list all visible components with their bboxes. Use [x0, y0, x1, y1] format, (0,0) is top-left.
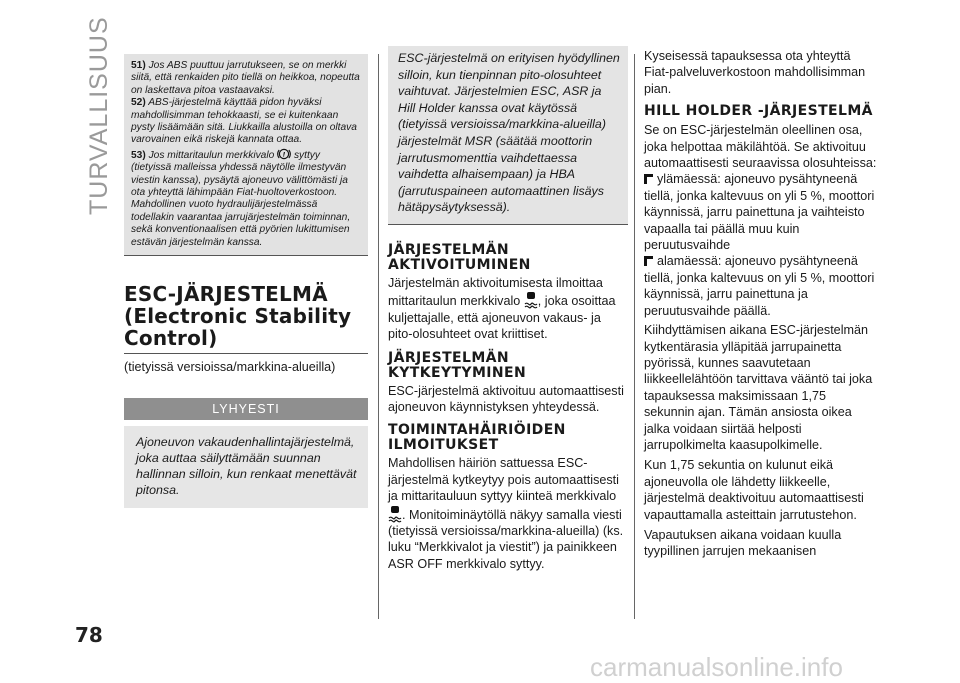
heading-enable: JÄRJESTELMÄN KYTKEYTYMINEN	[388, 349, 527, 381]
intro-divider	[388, 224, 628, 225]
section-heading: ESC-JÄRJESTELMÄ (Electronic Stability Control)	[124, 282, 352, 351]
acceleration-text: Kiihdyttämisen aikana ESC-järjestelmän kytkentärasia ylläpitää jarrupainetta pyörissä, kunnes saavutetaan liikkeellelähtöön tarvittava vääntö tai joka tapauksessa maksimissaan 1,75 sekunnin ajan. Tämän ansiosta oikea jalka voidaan siirtää helposti jarrupolkimelta kaasupolkimelle.	[644, 323, 873, 452]
note-53: 53) Jos mittaritaulun merkkivalo ! syttyy (tietyissä malleissa yhdessä näytölle ilmestyvän viestin kanssa), pysäytä ajoneuvo välittömästi ja ota yhteyttä lähimpään Fiat-huoltoverkostoon. Mahdollinen vuoto hydraulijärjestelmässä todellakin vaarantaa jarrujärjestelmän toiminnan, sekä konventionaalisen että pyörien lukittumisen estävän järjestelmän kanssa.	[131, 147, 360, 249]
release-text: Vapautuksen aikana voidaan kuulla tyypillinen jarrujen mekaanisen	[644, 527, 842, 559]
heading-rule	[124, 353, 368, 354]
summary-label: LYHYESTI	[124, 398, 368, 420]
heading-activation: JÄRJESTELMÄN AKTIVOITUMINEN	[388, 241, 531, 273]
esc-fault-icon	[388, 505, 402, 523]
column-3	[644, 49, 878, 560]
heading-hill-holder: HILL HOLDER -JÄRJESTELMÄ	[644, 103, 873, 120]
hill-holder-intro: Se on ESC-järjestelmän oleellinen osa, joka helpottaa mäkilähtöä. Se aktivoituu automaattisesti seuraavissa olosuhteissa:	[644, 123, 877, 171]
activation-text: Järjestelmän aktivoitumisesta ilmoittaa mittaritaulun merkkivalo , joka osoittaa kuljettajalle, että ajoneuvon vakaus- ja pito-olosuhteet ovat kriittiset.	[388, 275, 616, 342]
heading-fault: TOIMINTAHÄIRIÖIDEN ILMOITUKSET	[388, 422, 566, 454]
esc-warning-icon	[524, 291, 538, 309]
bullet-icon	[644, 174, 653, 184]
column-2	[388, 51, 628, 572]
brake-warning-icon	[277, 147, 291, 161]
svg-text:!: !	[282, 150, 286, 159]
heading-subtitle: (tietyissä versioissa/markkina-alueilla)	[124, 360, 336, 375]
note-51: 51) Jos ABS puuttuu jarrutukseen, se on merkki siitä, että renkaiden pito tiellä on heikkoa, nopeutta on laskettava pitoa vastaavaksi.	[131, 60, 360, 96]
summary-text: Ajoneuvon vakaudenhallintajärjestelmä, joka auttaa säilyttämään suunnan hallinnan silloin, kun renkaat menettävät pitonsa.	[124, 426, 368, 509]
page-number: 78	[75, 623, 103, 647]
note-52: 52) ABS-järjestelmä käyttää pidon hyväksi mahdollisimman tehokkaasti, se ei kuitenkaan pysty lisäämään sitä. Liukkailla alustoilla on oltava varovainen eikä riskejä kannata ottaa.	[131, 97, 357, 146]
esc-intro-box: ESC-järjestelmä on erityisen hyödyllinen silloin, kun tienpinnan pito-olosuhteet vaihtuvat. Järjestelmien ESC, ASR ja Hill Holder kanssa ovat käytössä (tietyissä versioissa/markkina-alueilla) järjestelmät MSR (säätää moottorin jarrutusmomenttia vaihdettaessa vaihdetta alhaisempaan) ja HBA (jarrutuspaineen automaattinen lisäys hätäpysäytyksessä).	[388, 46, 628, 224]
bullet-icon	[644, 256, 653, 266]
column-rule-2	[634, 54, 635, 619]
bullet-uphill: ylämäessä: ajoneuvo pysähtyneenä tiellä, jonka kaltevuus on yli 5 %, moottori käynnissä, jarru painettuna ja vaihteisto vapaalla tai päällä muu kuin peruutusvaihde	[644, 172, 875, 253]
enable-text: ESC-järjestelmä aktivoituu automaattisesti ajoneuvon käynnistyksen yhteydessä.	[388, 383, 624, 414]
bullet-downhill: alamäessä: ajoneuvo pysähtyneenä tiellä, jonka kaltevuus on yli 5 %, moottori käynnissä, jarru painettuna ja peruutusvaihde päällä.	[644, 254, 875, 318]
section-side-tab: TURVALLISUUS	[85, 16, 113, 215]
column-1	[124, 54, 368, 508]
notes-divider	[124, 255, 368, 256]
contact-service-text: Kyseisessä tapauksessa ota yhteyttä Fiat-palveluverkostoon mahdollisimman pian.	[644, 49, 866, 96]
column-rule-1	[378, 54, 379, 619]
watermark: carmanualsonline.info	[590, 652, 843, 682]
warning-notes-box	[124, 54, 368, 255]
deactivation-text: Kun 1,75 sekuntia on kulunut eikä ajoneuvolla ole lähdetty liikkeelle, järjestelmä deaktivoituu automaattisesti vapauttamalla asteittain jarrutustehon.	[644, 458, 864, 522]
fault-text: Mahdollisen häiriön sattuessa ESC-järjestelmä kytkeytyy pois automaattisesti ja mittaritauluun syttyy kiinteä merkkivalo . Monitoiminäytöllä näkyy samalla viesti (tietyissä versioissa/markkina-alueilla) (ks. luku “Merkkivalot ja viestit”) ja painikkeen ASR OFF merkkivalo syttyy.	[388, 456, 624, 571]
